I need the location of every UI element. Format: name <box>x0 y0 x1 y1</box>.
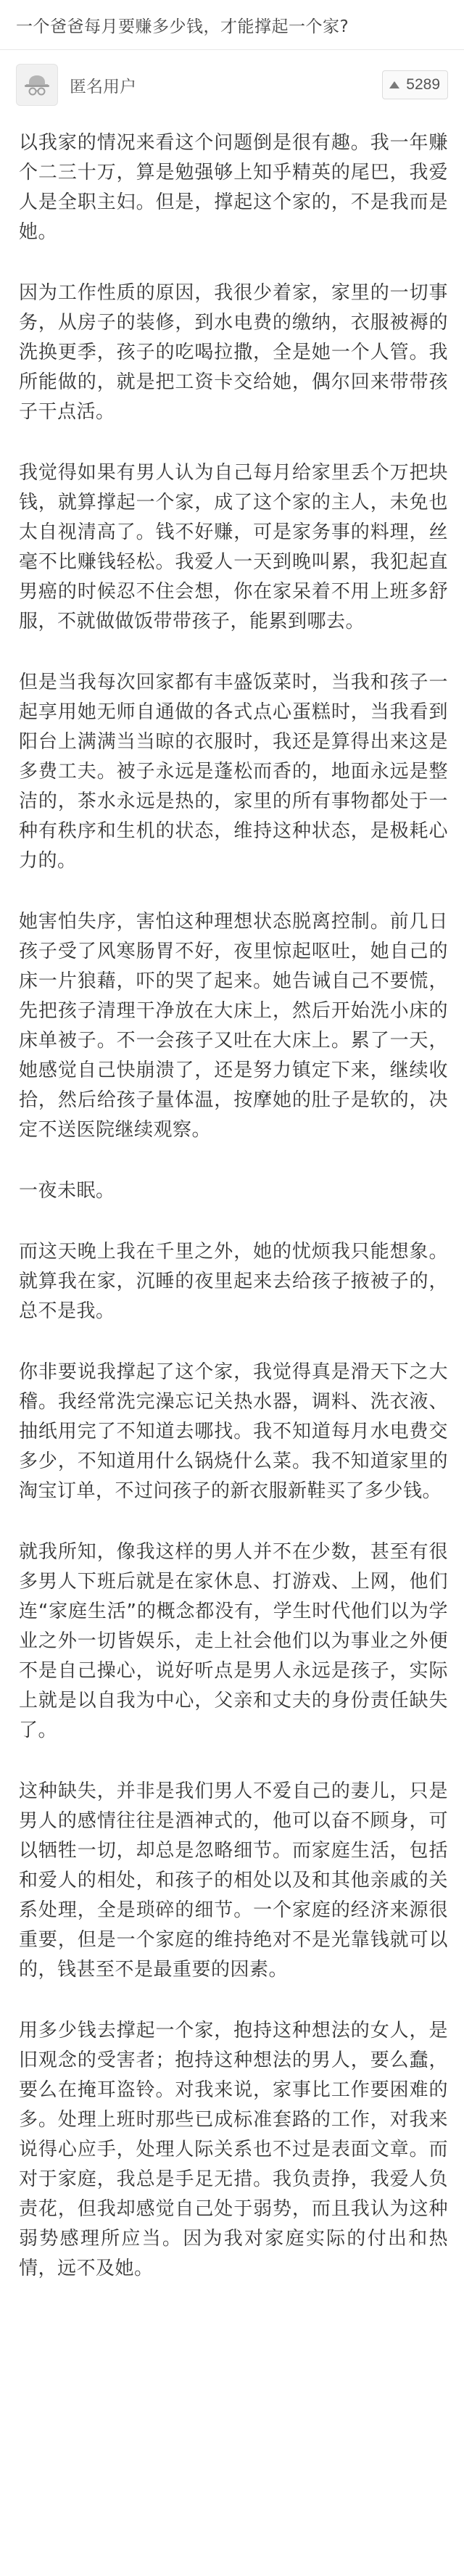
answer-paragraph: 她害怕失序，害怕这种理想状态脱离控制。前几日孩子受了风寒肠胃不好，夜里惊起呕吐，她自己的床一片狼藉，吓的哭了起来。她告诫自己不要慌，先把孩子清理干净放在大床上，然后开始洗小床的床单被子。不一会孩子又吐在大床上。累了一天，她感觉自己快崩溃了，还是努力镇定下来，继续收拾，然后给孩子量体温，按摩她的肚子是软的，决定不送医院继续观察。 <box>19 911 448 1141</box>
answer-paragraph: 就我所知，像我这样的男人并不在少数，甚至有很多男人下班后就是在家休息、打游戏、上网，他们连“家庭生活”的概念都没有，学生时代他们以为学业之外一切皆娱乐，走上社会他们以为事业之外便不是自己操心，说好听点是男人永远是孩子，实际上就是以自我为中心，父亲和丈夫的身份责任缺失了。 <box>19 1541 448 1741</box>
author-name: 匿名用户 <box>70 77 136 96</box>
question-header[interactable] <box>0 0 464 49</box>
answer-content <box>0 120 464 2284</box>
author-bar <box>0 50 464 120</box>
question-title[interactable]: 一个爸爸每月要赚多少钱，才能撑起一个家? <box>16 17 349 36</box>
upvote-button[interactable] <box>382 70 448 99</box>
upvote-arrow-icon <box>389 80 400 89</box>
answer-paragraph: 用多少钱去撑起一个家，抱持这种想法的女人，是旧观念的受害者；抱持这种想法的男人，要么蠢，要么在掩耳盗铃。对我来说，家事比工作要困难的多。处理上班时那些已成标准套路的工作，对我来说得心应手，处理人际关系也不过是表面文章。而对于家庭，我总是手足无措。我负责挣，我爱人负责花，但我却感觉自己处于弱势，而且我认为这种弱势感理所应当。因为我对家庭实际的付出和热情，远不及她。 <box>19 2020 448 2279</box>
answer-paragraph: 而这天晚上我在千里之外，她的忧烦我只能想象。就算我在家，沉睡的夜里起来去给孩子掖被子的，总不是我。 <box>19 1241 448 1322</box>
answer-paragraph: 但是当我每次回家都有丰盛饭菜时，当我和孩子一起享用她无师自通做的各式点心蛋糕时，当我看到阳台上满满当当晾的衣服时，我还是算得出来这是多费工夫。被子永远是蓬松而香的，地面永远是整洁的，茶水永远是热的，家里的所有事物都处于一种有秩序和生机的状态，维持这种状态，是极耗心力的。 <box>19 672 448 872</box>
answer-paragraph: 以我家的情况来看这个问题倒是很有趣。我一年赚个二三十万，算是勉强够上知乎精英的尾巴，我爱人是全职主妇。但是，撑起这个家的，不是我而是她。 <box>19 132 448 243</box>
anonymous-user-icon[interactable] <box>16 64 58 106</box>
vote-count: 5289 <box>406 76 440 93</box>
anonymous-user-icon-graphic <box>23 73 51 97</box>
answer-paragraph: 这种缺失，并非是我们男人不爱自己的妻儿，只是男人的感情往往是酒神式的，他可以奋不顾身，可以牺牲一切，却总是忽略细节。而家庭生活，包括和爱人的相处，和孩子的相处以及和其他亲戚的关系处理，全是琐碎的细节。一个家庭的经济来源很重要，但是一个家庭的维持绝对不是光靠钱就可以的，钱甚至不是最重要的因素。 <box>19 1780 448 1981</box>
answer-paragraph: 你非要说我撑起了这个家，我觉得真是滑天下之大稽。我经常洗完澡忘记关热水器，调料、洗衣液、抽纸用完了不知道去哪找。我不知道每月水电费交多少，不知道用什么锅烧什么菜。我不知道家里的淘宝订单，不过问孩子的新衣服新鞋买了多少钱。 <box>19 1361 448 1502</box>
answer-paragraph: 一夜未眠。 <box>19 1180 115 1202</box>
answer-paragraph: 我觉得如果有男人认为自己每月给家里丢个万把块钱，就算撑起一个家，成了这个家的主人，未免也太自视清高了。钱不好赚，可是家务事的料理，丝毫不比赚钱轻松。我爱人一天到晚叫累，我犯起直男癌的时候忍不住会想，你在家呆着不用上班多舒服，不就做做饭带带孩子，能累到哪去。 <box>19 462 448 632</box>
answer-paragraph: 因为工作性质的原因，我很少着家，家里的一切事务，从房子的装修，到水电费的缴纳，衣服被褥的洗换更季，孩子的吃喝拉撒，全是她一个人管。我所能做的，就是把工资卡交给她，偶尔回来带带孩子干点活。 <box>19 282 448 423</box>
